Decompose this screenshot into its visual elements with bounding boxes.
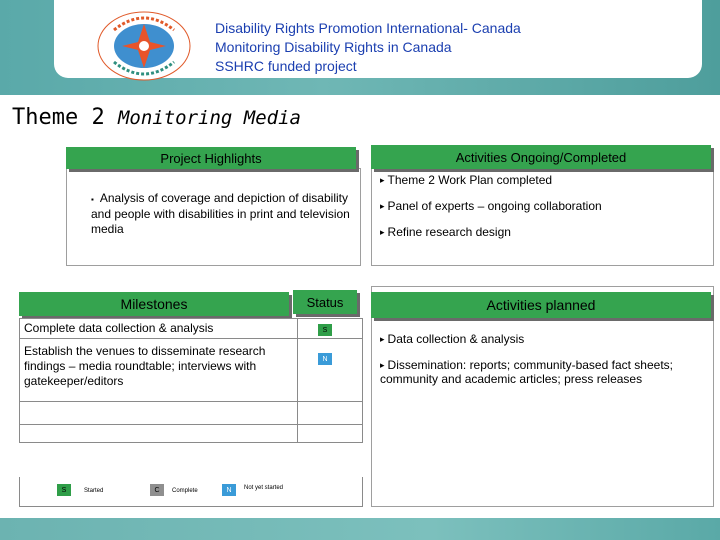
theme-label: Theme 2 bbox=[12, 105, 105, 130]
legend-label-started: Started bbox=[84, 488, 104, 494]
theme-subtitle: Monitoring Media bbox=[117, 107, 301, 129]
activity-planned-item: ▸ Dissemination: reports; community-based fact sheets; community and academic articles; press releases bbox=[380, 358, 673, 386]
header-line-org: Disability Rights Promotion International- Canada bbox=[215, 20, 521, 36]
page-title bbox=[12, 105, 301, 130]
status-badge: S bbox=[318, 324, 332, 336]
triangle-bullet-icon: ▸ bbox=[380, 334, 385, 344]
highlights-header: Project Highlights bbox=[66, 147, 356, 169]
legend-badge-not-started: N bbox=[222, 484, 236, 496]
legend-badge-started: S bbox=[57, 484, 71, 496]
bottom-band bbox=[0, 518, 720, 540]
row-divider bbox=[20, 401, 362, 402]
activity-ongoing-item: ▸ Refine research design bbox=[380, 225, 511, 239]
milestone-row-text: Establish the venues to disseminate research findings – media roundtable; interviews with gatekeeper/editors bbox=[24, 344, 266, 388]
row-divider bbox=[20, 338, 362, 339]
legend-label-not-started: Not yet started bbox=[244, 485, 284, 491]
activity-planned-item: ▸ Data collection & analysis bbox=[380, 332, 525, 346]
activities-ongoing-header: Activities Ongoing/Completed bbox=[371, 145, 711, 169]
header-line-project: Monitoring Disability Rights in Canada bbox=[215, 39, 452, 55]
milestone-row-text: Complete data collection & analysis bbox=[24, 321, 214, 335]
drpi-logo-icon bbox=[94, 10, 194, 82]
triangle-bullet-icon: ▸ bbox=[380, 360, 385, 370]
legend-label-complete: Complete bbox=[172, 488, 198, 494]
activity-ongoing-item: ▸ Theme 2 Work Plan completed bbox=[380, 173, 553, 187]
activities-planned-header: Activities planned bbox=[371, 292, 711, 318]
activities-planned-panel bbox=[371, 286, 714, 507]
square-bullet-icon: ▪ bbox=[91, 195, 94, 204]
highlights-text-block bbox=[91, 191, 356, 237]
legend-badge-complete: C bbox=[150, 484, 164, 496]
triangle-bullet-icon: ▸ bbox=[380, 227, 385, 237]
header-title-block bbox=[215, 19, 695, 76]
triangle-bullet-icon: ▸ bbox=[380, 175, 385, 185]
row-divider bbox=[20, 424, 362, 425]
status-badge: N bbox=[318, 353, 332, 365]
activity-ongoing-item: ▸ Panel of experts – ongoing collaboration bbox=[380, 199, 602, 213]
highlights-text: Analysis of coverage and depiction of disability and people with disabilities in print and television media bbox=[91, 191, 350, 236]
milestones-header: Milestones bbox=[19, 292, 289, 316]
header-line-funding: SSHRC funded project bbox=[215, 58, 357, 74]
status-header: Status bbox=[293, 290, 357, 314]
triangle-bullet-icon: ▸ bbox=[380, 201, 385, 211]
